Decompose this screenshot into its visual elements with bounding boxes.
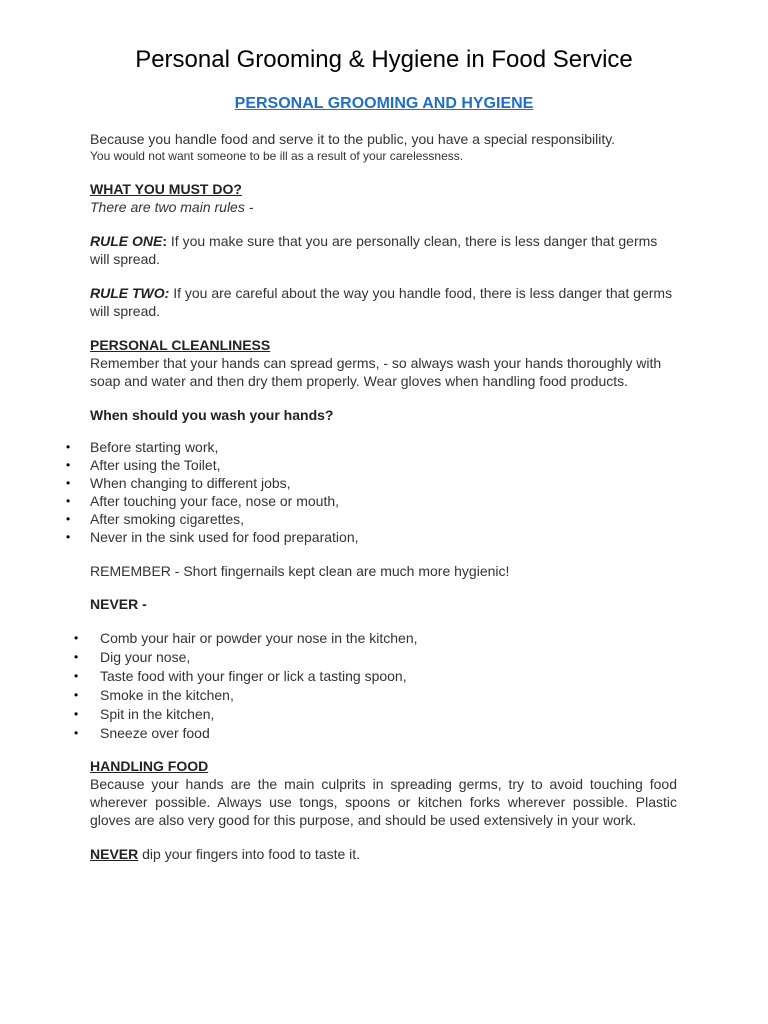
page-title: Personal Grooming & Hygiene in Food Service — [135, 46, 633, 73]
document-body — [90, 130, 677, 863]
never-heading: NEVER - — [90, 596, 147, 612]
list-item: • Never in the sink used for food preparation, — [90, 528, 677, 546]
list-item: • Dig your nose, — [90, 648, 677, 667]
never-dip-text: dip your fingers into food to taste it. — [138, 846, 361, 862]
handling-food-heading: HANDLING FOOD — [90, 758, 209, 774]
rule-two-paragraph — [90, 284, 677, 320]
section-title: PERSONAL GROOMING AND HYGIENE — [234, 95, 534, 112]
never-dip-paragraph — [90, 845, 677, 863]
list-item: • Smoke in the kitchen, — [90, 686, 677, 705]
remember-text: REMEMBER - Short fingernails kept clean are much more hygienic! — [90, 563, 510, 579]
two-rules-text: There are two main rules - — [90, 199, 254, 215]
what-you-must-do-heading: WHAT YOU MUST DO? — [90, 181, 242, 197]
list-item: • After touching your face, nose or mouth, — [90, 492, 677, 510]
never-dip-label: NEVER — [90, 846, 139, 862]
intro-line-1: Because you handle food and serve it to the public, you have a special responsibility. — [90, 131, 616, 147]
personal-cleanliness-heading: PERSONAL CLEANLINESS — [90, 337, 271, 353]
list-item: • After using the Toilet, — [90, 456, 677, 474]
list-item: • Sneeze over food — [90, 724, 677, 743]
rule-one-colon: : — [162, 233, 168, 249]
wash-hands-list — [90, 438, 677, 546]
handling-food-text: Because your hands are the main culprits in spreading germs, try to avoid touching food wherever possible. Always use tongs, spoons or kitchen forks wherever possible. Plastic gloves are also very good for this purpose, and should be used extensively in your work. — [90, 776, 677, 828]
list-item: • Spit in the kitchen, — [90, 705, 677, 724]
rule-one-paragraph — [90, 232, 677, 268]
list-item: • When changing to different jobs, — [90, 474, 677, 492]
never-list — [90, 629, 677, 743]
rule-one-label: RULE ONE — [90, 233, 163, 249]
rule-two-label: RULE TWO: — [90, 285, 170, 301]
list-item: • Taste food with your finger or lick a tasting spoon, — [90, 667, 677, 686]
intro-line-2: You would not want someone to be ill as a result of your carelessness. — [90, 149, 464, 163]
list-item: • After smoking cigarettes, — [90, 510, 677, 528]
rule-one-text: If you make sure that you are personally clean, there is less danger that germs will spread. — [90, 233, 658, 267]
list-item: • Before starting work, — [90, 438, 677, 456]
wash-hands-question: When should you wash your hands? — [90, 407, 334, 423]
list-item: • Comb your hair or powder your nose in the kitchen, — [90, 629, 677, 648]
personal-cleanliness-text: Remember that your hands can spread germs, - so always wash your hands thoroughly with soap and water and then dry them properly. Wear gloves when handling food products. — [90, 355, 662, 389]
rule-two-text: If you are careful about the way you handle food, there is less danger that germs will spread. — [90, 285, 673, 319]
